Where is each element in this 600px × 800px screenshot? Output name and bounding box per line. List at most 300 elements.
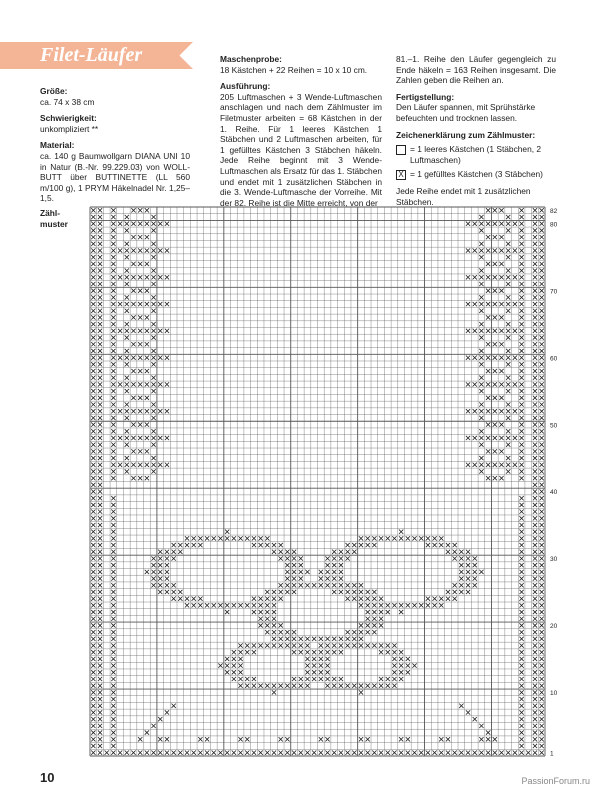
filled-cell [98,483,102,487]
filled-cell [131,449,135,453]
filled-cell [131,302,135,306]
filled-cell [111,556,115,560]
filled-cell [245,751,249,755]
filled-cell [91,382,95,386]
filled-cell [171,543,175,547]
filled-cell [98,282,102,286]
filled-cell [540,215,544,219]
filled-cell [252,597,256,601]
filled-cell [466,463,470,467]
filled-cell [111,751,115,755]
filled-cell [540,262,544,266]
filled-cell [519,315,523,319]
filled-cell [279,550,283,554]
filled-cell [540,617,544,621]
filled-cell [252,643,256,647]
filled-cell [519,436,523,440]
filled-cell [91,349,95,353]
filled-cell [165,576,169,580]
filled-cell [473,570,477,574]
filled-cell [151,724,155,728]
filled-cell [151,295,155,299]
filled-cell [165,355,169,359]
filled-cell [98,576,102,580]
filled-cell [540,369,544,373]
filled-cell [359,630,363,634]
filled-cell [245,684,249,688]
filled-cell [98,449,102,453]
filled-cell [339,643,343,647]
filled-cell [285,583,289,587]
filled-cell [279,623,283,627]
filled-cell [486,737,490,741]
filled-cell [345,550,349,554]
filled-cell [533,329,537,333]
filled-cell [98,463,102,467]
filled-cell [366,751,370,755]
filled-cell [533,530,537,534]
filled-cell [238,650,242,654]
filled-cell [540,697,544,701]
filled-cell [111,208,115,212]
filled-cell [533,751,537,755]
filled-cell [339,650,343,654]
filled-cell [479,268,483,272]
filled-cell [232,536,236,540]
filled-cell [225,751,229,755]
filled-cell [91,376,95,380]
filled-cell [98,630,102,634]
filled-cell [432,597,436,601]
filled-cell [499,463,503,467]
filled-cell [540,449,544,453]
filled-cell [91,704,95,708]
filled-cell [272,630,276,634]
filled-cell [171,597,175,601]
filled-cell [372,603,376,607]
filled-cell [426,603,430,607]
filled-cell [131,409,135,413]
filled-cell [91,617,95,621]
filled-cell [499,409,503,413]
filled-cell [519,550,523,554]
filled-cell [419,751,423,755]
filled-cell [473,717,477,721]
filled-cell [98,275,102,279]
filled-cell [493,355,497,359]
filled-cell [305,650,309,654]
filled-cell [533,603,537,607]
filled-cell [185,603,189,607]
filled-cell [98,255,102,259]
filled-cell [332,751,336,755]
filled-cell [205,737,209,741]
filled-cell [252,650,256,654]
filled-cell [265,684,269,688]
filled-cell [533,222,537,226]
filled-cell [125,463,129,467]
filled-cell [533,550,537,554]
filled-cell [366,630,370,634]
filled-cell [372,643,376,647]
filled-cell [111,509,115,513]
filled-cell [111,362,115,366]
filled-cell [305,570,309,574]
filled-cell [439,751,443,755]
filled-cell [91,369,95,373]
filled-cell [533,590,537,594]
filled-cell [198,536,202,540]
filled-cell [506,255,510,259]
filled-cell [533,295,537,299]
filled-cell [392,684,396,688]
filled-cell [399,677,403,681]
filled-cell [533,335,537,339]
filled-cell [366,623,370,627]
filled-cell [151,302,155,306]
continuation-text: 81.–1. Reihe den Läufer gegengleich zu Ende häkeln = 163 Reihen insgesamt. Die Zahlen geben die Reihen an. [396,54,556,86]
filled-cell [111,597,115,601]
filled-cell [392,657,396,661]
filled-cell [145,369,149,373]
filled-cell [479,402,483,406]
filled-cell [325,663,329,667]
filled-cell [366,536,370,540]
filled-cell [91,677,95,681]
filled-cell [540,329,544,333]
filled-cell [145,262,149,266]
filled-cell [158,570,162,574]
filled-cell [151,463,155,467]
filled-cell [91,724,95,728]
filled-cell [91,576,95,580]
filled-cell [519,248,523,252]
filled-cell [493,275,497,279]
filled-cell [493,289,497,293]
filled-cell [540,443,544,447]
filled-cell [98,396,102,400]
filled-cell [125,402,129,406]
filled-cell [111,228,115,232]
filled-cell [91,396,95,400]
filled-cell [519,396,523,400]
filled-cell [285,570,289,574]
filled-cell [98,268,102,272]
filled-cell [138,329,142,333]
filled-cell [473,583,477,587]
filled-cell [379,684,383,688]
filled-cell [299,570,303,574]
filled-cell [519,697,523,701]
filled-cell [540,563,544,567]
filled-cell [493,422,497,426]
filled-cell [138,235,142,239]
filled-cell [158,583,162,587]
filled-cell [359,737,363,741]
filled-cell [540,623,544,627]
filled-cell [519,637,523,641]
filled-cell [138,302,142,306]
filled-cell [352,637,356,641]
filled-cell [111,663,115,667]
filled-cell [111,295,115,299]
filled-cell [519,322,523,326]
page-title: Filet-Läufer [40,44,143,66]
filled-cell [151,268,155,272]
filled-cell [419,603,423,607]
filled-cell [305,751,309,755]
filled-cell [540,376,544,380]
filled-cell [352,583,356,587]
filled-cell [486,289,490,293]
filled-cell [332,650,336,654]
filled-cell [91,282,95,286]
filled-cell [540,530,544,534]
filled-cell [312,677,316,681]
filled-cell [519,583,523,587]
filled-cell [225,663,229,667]
filled-cell [379,603,383,607]
filled-cell [540,590,544,594]
filled-cell [533,536,537,540]
filled-cell [98,724,102,728]
filled-cell [366,597,370,601]
filled-cell [238,670,242,674]
filled-cell [372,597,376,601]
size-label: Größe: [40,86,68,96]
filled-cell [506,215,510,219]
filled-cell [459,570,463,574]
filled-cell [540,248,544,252]
filled-cell [406,670,410,674]
size-value: ca. 74 x 38 cm [40,96,95,107]
filled-cell [151,255,155,259]
filled-cell [372,630,376,634]
filled-cell [98,309,102,313]
filled-cell [540,436,544,440]
filled-cell [372,610,376,614]
filled-cell [158,409,162,413]
filled-cell [205,751,209,755]
filled-cell [111,570,115,574]
filled-cell [366,737,370,741]
filled-cell [446,550,450,554]
filled-cell [91,208,95,212]
filled-cell [506,355,510,359]
filled-cell [540,322,544,326]
filled-cell [406,751,410,755]
filled-cell [332,684,336,688]
filled-cell [98,550,102,554]
filled-cell [98,342,102,346]
filled-cell [299,583,303,587]
filled-cell [145,248,149,252]
filled-cell [158,463,162,467]
filled-cell [125,335,129,339]
filled-cell [111,309,115,313]
filled-cell [279,556,283,560]
filled-cell [138,476,142,480]
filled-cell [446,737,450,741]
filled-cell [165,751,169,755]
filled-cell [540,295,544,299]
filled-cell [91,362,95,366]
filled-cell [151,556,155,560]
filled-cell [499,329,503,333]
filled-cell [506,268,510,272]
filled-cell [533,576,537,580]
filled-cell [372,617,376,621]
filled-cell [519,255,523,259]
filled-cell [292,570,296,574]
filled-cell [91,623,95,627]
filled-cell [325,570,329,574]
filled-cell [466,329,470,333]
filled-cell [533,650,537,654]
filled-cell [218,663,222,667]
filled-cell [111,215,115,219]
filled-cell [111,222,115,226]
filled-cell [493,208,497,212]
filled-cell [98,242,102,246]
filled-cell [453,751,457,755]
filled-cell [533,322,537,326]
filled-cell [339,677,343,681]
filled-cell [91,663,95,667]
filled-cell [98,751,102,755]
filled-cell [412,603,416,607]
filled-cell [158,751,162,755]
filled-cell [91,670,95,674]
filled-cell [466,570,470,574]
filled-cell [125,282,129,286]
filled-cell [533,262,537,266]
filled-cell [185,597,189,601]
filled-cell [98,690,102,694]
filled-cell [125,376,129,380]
filled-cell [466,302,470,306]
filled-cell [506,376,510,380]
filled-cell [519,289,523,293]
filled-cell [238,643,242,647]
filled-cell [91,637,95,641]
filled-cell [486,248,490,252]
filled-cell [91,744,95,748]
filled-cell [212,536,216,540]
filled-cell [98,369,102,373]
row-number-label: 10 [550,690,558,698]
filled-cell [513,409,517,413]
filled-cell [98,563,102,567]
filled-cell [466,355,470,359]
filled-cell [519,630,523,634]
filled-cell [533,690,537,694]
filled-cell [479,389,483,393]
filled-cell [91,289,95,293]
filled-cell [366,610,370,614]
filled-cell [352,751,356,755]
filled-cell [91,416,95,420]
filled-cell [506,222,510,226]
filled-cell [533,389,537,393]
filled-cell [151,416,155,420]
filled-cell [118,222,122,226]
filled-cell [332,583,336,587]
filled-cell [466,583,470,587]
filled-cell [386,603,390,607]
filled-cell [493,751,497,755]
filled-cell [165,275,169,279]
execution-label: Ausführung: [220,81,271,92]
filled-cell [540,690,544,694]
filled-cell [519,717,523,721]
filled-cell [225,530,229,534]
filled-cell [325,563,329,567]
filled-cell [111,302,115,306]
filled-cell [98,322,102,326]
filled-cell [466,409,470,413]
legend-title: Zeichenerklärung zum Zählmuster: [396,129,536,140]
filled-cell [225,603,229,607]
filled-cell [540,663,544,667]
site-watermark: PassionForum.ru [521,776,590,786]
filled-cell [151,402,155,406]
filled-cell [506,416,510,420]
filled-cell [91,751,95,755]
filled-cell [459,590,463,594]
filled-cell [519,456,523,460]
filled-cell [111,329,115,333]
filled-cell [540,516,544,520]
filled-cell [111,543,115,547]
filled-cell [111,496,115,500]
filled-cell [519,443,523,447]
filled-cell [299,576,303,580]
filled-cell [519,355,523,359]
filled-cell [386,677,390,681]
filled-cell [138,262,142,266]
finishing-value: Den Läufer spannen, mit Sprühstärke befeuchten und trocknen lassen. [396,102,536,123]
filled-cell [519,503,523,507]
filled-cell [98,476,102,480]
filled-cell [98,329,102,333]
filled-cell [473,556,477,560]
filled-cell [138,396,142,400]
filled-cell [459,751,463,755]
filled-cell [292,576,296,580]
filled-cell [486,396,490,400]
filled-cell [519,376,523,380]
filled-cell [319,643,323,647]
filled-cell [540,396,544,400]
filled-cell [479,215,483,219]
filled-cell [446,597,450,601]
filled-cell [459,563,463,567]
filled-cell [533,443,537,447]
filled-cell [473,436,477,440]
filled-cell [379,677,383,681]
filled-cell [138,409,142,413]
filled-cell [145,570,149,574]
filled-cell [192,543,196,547]
filled-cell [493,235,497,239]
filled-cell [98,516,102,520]
filled-cell [426,751,430,755]
filled-cell [466,751,470,755]
filled-cell [305,684,309,688]
filled-cell [386,650,390,654]
filled-cell [151,409,155,413]
